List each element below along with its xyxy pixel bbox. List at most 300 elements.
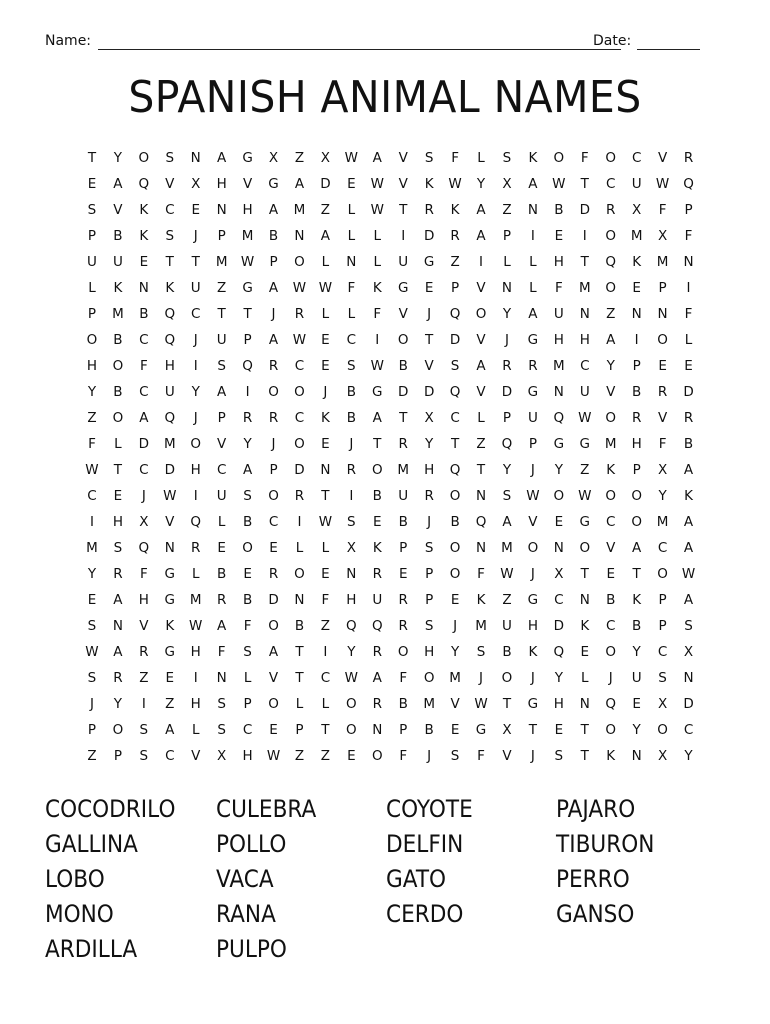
grid-letter: F bbox=[139, 566, 148, 582]
grid-letter: S bbox=[502, 150, 512, 166]
grid-letter: O bbox=[371, 748, 383, 764]
grid-letter: T bbox=[528, 722, 538, 738]
grid-letter: A bbox=[528, 306, 538, 322]
grid-letter: O bbox=[553, 150, 565, 166]
grid-letter: J bbox=[427, 748, 432, 764]
grid-row bbox=[79, 145, 702, 171]
grid-letter: W bbox=[266, 748, 281, 764]
grid-letter: X bbox=[657, 462, 668, 478]
grid-letter: E bbox=[580, 644, 590, 660]
grid-letter: R bbox=[372, 566, 382, 582]
grid-letter: J bbox=[141, 488, 146, 504]
grid-letter: A bbox=[683, 514, 694, 530]
grid-letter: J bbox=[349, 436, 354, 452]
grid-letter: C bbox=[450, 410, 460, 426]
grid-letter: S bbox=[87, 618, 97, 634]
grid-letter: L bbox=[321, 696, 330, 712]
grid-row bbox=[79, 509, 702, 535]
grid-letter: W bbox=[552, 176, 566, 192]
grid-letter: B bbox=[372, 488, 382, 504]
grid-letter: O bbox=[112, 358, 124, 374]
grid-letter: B bbox=[242, 514, 253, 530]
grid-letter: C bbox=[242, 722, 253, 738]
grid-letter: J bbox=[479, 670, 484, 686]
grid-letter: Q bbox=[683, 176, 694, 192]
grid-letter: X bbox=[268, 150, 279, 166]
grid-letter: C bbox=[657, 644, 668, 660]
grid-letter: W bbox=[500, 566, 514, 582]
grid-letter: J bbox=[504, 332, 509, 348]
grid-letter: U bbox=[631, 176, 642, 192]
grid-letter: O bbox=[631, 488, 642, 504]
grid-letter: N bbox=[216, 202, 227, 218]
grid-letter: X bbox=[632, 202, 642, 218]
word-list-item: PAJARO bbox=[556, 795, 636, 823]
grid-row bbox=[79, 665, 702, 691]
grid-letter: H bbox=[553, 332, 564, 348]
grid-letter: V bbox=[113, 202, 123, 218]
grid-letter: X bbox=[139, 514, 149, 530]
grid-letter: Z bbox=[320, 202, 331, 218]
grid-letter: O bbox=[657, 332, 668, 348]
grid-letter: V bbox=[476, 332, 486, 348]
grid-letter: K bbox=[372, 540, 382, 556]
grid-letter: U bbox=[87, 254, 97, 270]
grid-letter: B bbox=[217, 566, 227, 582]
grid-letter: D bbox=[423, 228, 435, 244]
grid-letter: X bbox=[502, 722, 512, 738]
grid-letter: Z bbox=[320, 748, 331, 764]
grid-letter: F bbox=[580, 150, 589, 166]
grid-letter: V bbox=[191, 748, 201, 764]
grid-letter: K bbox=[476, 592, 486, 608]
grid-row bbox=[79, 275, 702, 301]
grid-letter: W bbox=[189, 618, 203, 634]
grid-letter: T bbox=[476, 462, 486, 478]
word-list-item: TIBURON bbox=[556, 830, 655, 858]
grid-letter: S bbox=[217, 358, 226, 374]
grid-letter: O bbox=[371, 462, 383, 478]
grid-letter: R bbox=[398, 592, 408, 608]
grid-letter: G bbox=[242, 280, 253, 296]
grid-letter: G bbox=[553, 436, 565, 452]
grid-letter: R bbox=[268, 566, 279, 582]
grid-letter: R bbox=[657, 384, 668, 400]
grid-letter: E bbox=[554, 228, 564, 244]
grid-letter: W bbox=[318, 280, 333, 296]
grid-letter: H bbox=[138, 592, 149, 608]
grid-letter: H bbox=[190, 696, 201, 712]
grid-letter: D bbox=[501, 384, 513, 400]
grid-letter: F bbox=[451, 150, 459, 166]
grid-letter: K bbox=[684, 488, 693, 504]
grid-letter: I bbox=[634, 332, 639, 348]
grid-letter: M bbox=[475, 618, 487, 634]
grid-letter: I bbox=[375, 332, 380, 348]
grid-letter: N bbox=[553, 540, 564, 556]
grid-letter: J bbox=[271, 436, 276, 452]
grid-letter: O bbox=[86, 332, 98, 348]
grid-letter: K bbox=[320, 410, 330, 426]
grid-letter: W bbox=[655, 176, 670, 192]
grid-row bbox=[79, 197, 702, 223]
grid-letter: Q bbox=[190, 514, 202, 530]
grid-letter: W bbox=[163, 488, 177, 504]
grid-letter: E bbox=[321, 332, 330, 348]
grid-letter: O bbox=[346, 722, 357, 738]
grid-letter: K bbox=[606, 748, 616, 764]
word-list-item: POLLO bbox=[216, 830, 287, 858]
grid-letter: A bbox=[476, 228, 486, 244]
grid-letter: P bbox=[658, 280, 667, 296]
grid-letter: T bbox=[295, 670, 304, 686]
grid-letter: R bbox=[113, 670, 123, 686]
grid-letter: R bbox=[683, 150, 694, 166]
grid-letter: C bbox=[165, 748, 175, 764]
grid-letter: J bbox=[530, 670, 535, 686]
grid-letter: T bbox=[580, 176, 589, 192]
grid-letter: O bbox=[657, 722, 668, 738]
grid-letter: G bbox=[475, 722, 487, 738]
grid-letter: C bbox=[191, 306, 201, 322]
grid-letter: R bbox=[294, 306, 305, 322]
grid-letter: Q bbox=[371, 618, 383, 634]
grid-letter: V bbox=[476, 384, 486, 400]
grid-letter: B bbox=[346, 410, 356, 426]
grid-letter: R bbox=[294, 488, 305, 504]
grid-letter: P bbox=[269, 462, 278, 478]
grid-letter: E bbox=[632, 280, 641, 296]
grid-letter: O bbox=[112, 722, 124, 738]
grid-letter: M bbox=[449, 670, 461, 686]
grid-letter: C bbox=[165, 202, 175, 218]
grid-letter: P bbox=[658, 618, 667, 634]
grid-letter: B bbox=[113, 384, 123, 400]
grid-letter: S bbox=[424, 618, 434, 634]
grid-letter: V bbox=[398, 150, 408, 166]
grid-letter: B bbox=[346, 384, 356, 400]
grid-letter: G bbox=[268, 176, 279, 192]
grid-letter: F bbox=[684, 228, 693, 244]
grid-letter: Z bbox=[606, 306, 616, 322]
grid-letter: C bbox=[631, 150, 642, 166]
grid-letter: E bbox=[87, 592, 97, 608]
grid-letter: E bbox=[632, 696, 641, 712]
grid-letter: G bbox=[164, 566, 176, 582]
grid-row bbox=[79, 223, 702, 249]
word-column bbox=[386, 792, 482, 932]
grid-letter: O bbox=[449, 566, 461, 582]
grid-letter: F bbox=[88, 436, 96, 452]
grid-letter: E bbox=[347, 748, 356, 764]
grid-letter: S bbox=[658, 670, 667, 686]
grid-letter: F bbox=[373, 306, 382, 322]
word-list-item: LOBO bbox=[45, 865, 105, 893]
grid-letter: L bbox=[684, 332, 693, 348]
grid-letter: Z bbox=[450, 254, 460, 270]
grid-letter: S bbox=[424, 540, 434, 556]
grid-letter: O bbox=[605, 150, 617, 166]
grid-letter: E bbox=[243, 566, 252, 582]
grid-letter: S bbox=[554, 748, 564, 764]
grid-letter: L bbox=[114, 436, 122, 452]
grid-letter: U bbox=[372, 592, 383, 608]
grid-letter: M bbox=[215, 254, 228, 270]
grid-row bbox=[79, 535, 702, 561]
grid-letter: P bbox=[425, 566, 434, 582]
grid-letter: S bbox=[87, 670, 97, 686]
grid-letter: B bbox=[554, 202, 564, 218]
grid-letter: Y bbox=[347, 644, 356, 660]
grid-letter: D bbox=[164, 462, 175, 478]
grid-letter: J bbox=[193, 332, 198, 348]
grid-letter: B bbox=[398, 358, 408, 374]
grid-letter: V bbox=[165, 514, 175, 530]
grid-letter: N bbox=[372, 722, 383, 738]
grid-letter: R bbox=[191, 540, 201, 556]
grid-letter: V bbox=[398, 306, 408, 322]
grid-letter: L bbox=[88, 280, 96, 296]
grid-letter: V bbox=[528, 514, 538, 530]
grid-letter: M bbox=[578, 280, 591, 296]
grid-letter: Y bbox=[606, 358, 615, 374]
grid-letter: B bbox=[268, 228, 279, 244]
grid-letter: H bbox=[190, 462, 201, 478]
grid-letter: W bbox=[526, 488, 540, 504]
grid-letter: X bbox=[683, 644, 694, 660]
grid-letter: J bbox=[271, 306, 276, 322]
grid-letter: M bbox=[86, 540, 98, 556]
grid-letter: O bbox=[268, 618, 279, 634]
grid-row bbox=[79, 483, 702, 509]
grid-letter: L bbox=[529, 280, 537, 296]
grid-letter: D bbox=[449, 332, 461, 348]
grid-letter: O bbox=[397, 332, 409, 348]
grid-letter: S bbox=[424, 150, 434, 166]
grid-letter: O bbox=[475, 306, 487, 322]
grid-letter: C bbox=[87, 488, 97, 504]
grid-letter: Q bbox=[164, 410, 176, 426]
grid-letter: E bbox=[606, 566, 615, 582]
grid-letter: G bbox=[372, 384, 383, 400]
grid-letter: R bbox=[398, 436, 408, 452]
grid-letter: O bbox=[268, 384, 279, 400]
grid-letter: L bbox=[373, 254, 382, 270]
grid-letter: B bbox=[242, 592, 253, 608]
grid-letter: O bbox=[294, 384, 305, 400]
grid-letter: O bbox=[268, 696, 279, 712]
grid-letter: E bbox=[347, 176, 356, 192]
grid-letter: A bbox=[113, 644, 123, 660]
grid-letter: O bbox=[605, 410, 617, 426]
grid-letter: P bbox=[295, 722, 304, 738]
grid-letter: H bbox=[579, 332, 590, 348]
grid-letter: L bbox=[191, 722, 200, 738]
grid-row bbox=[79, 717, 702, 743]
grid-letter: S bbox=[347, 358, 356, 374]
grid-letter: P bbox=[658, 592, 667, 608]
grid-letter: U bbox=[631, 670, 642, 686]
grid-letter: K bbox=[528, 150, 538, 166]
grid-letter: E bbox=[554, 722, 564, 738]
grid-letter: J bbox=[193, 410, 198, 426]
grid-letter: L bbox=[217, 514, 226, 530]
word-list-item: DELFIN bbox=[386, 830, 464, 858]
grid-letter: T bbox=[373, 436, 382, 452]
grid-letter: J bbox=[323, 384, 328, 400]
grid-letter: O bbox=[294, 566, 305, 582]
grid-letter: X bbox=[657, 228, 668, 244]
grid-letter: O bbox=[449, 540, 461, 556]
grid-letter: A bbox=[268, 202, 279, 218]
grid-letter: A bbox=[606, 332, 616, 348]
grid-letter: G bbox=[527, 592, 539, 608]
grid-letter: G bbox=[527, 332, 539, 348]
grid-letter: Q bbox=[164, 332, 176, 348]
grid-letter: A bbox=[268, 644, 279, 660]
grid-letter: R bbox=[372, 644, 382, 660]
grid-letter: F bbox=[658, 202, 667, 218]
grid-row bbox=[79, 639, 702, 665]
grid-letter: I bbox=[479, 254, 484, 270]
name-label: Name: bbox=[45, 33, 92, 49]
grid-letter: Z bbox=[139, 670, 149, 686]
grid-letter: H bbox=[553, 696, 564, 712]
grid-letter: R bbox=[424, 202, 434, 218]
grid-letter: S bbox=[217, 722, 226, 738]
grid-letter: J bbox=[530, 748, 535, 764]
grid-letter: E bbox=[165, 670, 175, 686]
grid-letter: O bbox=[294, 436, 305, 452]
grid-letter: Y bbox=[632, 722, 641, 738]
grid-letter: H bbox=[631, 436, 642, 452]
grid-letter: X bbox=[657, 696, 668, 712]
grid-letter: S bbox=[113, 540, 123, 556]
grid-letter: K bbox=[139, 202, 149, 218]
grid-letter: S bbox=[139, 722, 149, 738]
grid-letter: T bbox=[165, 254, 174, 270]
grid-letter: S bbox=[165, 228, 175, 244]
grid-letter: N bbox=[320, 462, 331, 478]
grid-letter: W bbox=[85, 462, 99, 478]
grid-letter: Q bbox=[138, 176, 150, 192]
grid-row bbox=[79, 743, 702, 769]
grid-letter: F bbox=[321, 592, 330, 608]
date-label: Date: bbox=[593, 33, 632, 49]
grid-letter: G bbox=[164, 592, 176, 608]
grid-letter: E bbox=[217, 540, 226, 556]
grid-letter: E bbox=[87, 176, 97, 192]
grid-letter: P bbox=[399, 540, 408, 556]
grid-letter: C bbox=[139, 462, 149, 478]
grid-letter: S bbox=[165, 150, 175, 166]
grid-letter: T bbox=[321, 722, 330, 738]
grid-letter: P bbox=[399, 722, 408, 738]
grid-letter: L bbox=[347, 202, 356, 218]
grid-letter: T bbox=[321, 488, 330, 504]
grid-letter: T bbox=[580, 566, 589, 582]
grid-letter: A bbox=[372, 410, 382, 426]
word-list-item: CULEBRA bbox=[216, 795, 317, 823]
grid-letter: N bbox=[138, 280, 149, 296]
grid-letter: E bbox=[554, 514, 564, 530]
grid-letter: F bbox=[554, 280, 563, 296]
grid-letter: A bbox=[632, 540, 642, 556]
grid-letter: A bbox=[242, 462, 253, 478]
grid-letter: X bbox=[424, 410, 434, 426]
grid-letter: I bbox=[401, 228, 406, 244]
grid-letter: B bbox=[424, 722, 434, 738]
grid-letter: T bbox=[450, 436, 460, 452]
word-list-item: ARDILLA bbox=[45, 935, 138, 963]
grid-row bbox=[79, 587, 702, 613]
grid-letter: X bbox=[502, 176, 512, 192]
grid-letter: S bbox=[450, 358, 460, 374]
grid-letter: R bbox=[372, 696, 382, 712]
grid-letter: O bbox=[501, 670, 513, 686]
word-column bbox=[556, 792, 665, 932]
grid-letter: F bbox=[399, 670, 408, 686]
grid-letter: P bbox=[425, 592, 434, 608]
grid-letter: H bbox=[527, 618, 538, 634]
grid-letter: V bbox=[424, 358, 434, 374]
grid-letter: B bbox=[632, 384, 642, 400]
grid-letter: A bbox=[268, 280, 279, 296]
grid-letter: Y bbox=[87, 384, 97, 400]
grid-letter: C bbox=[268, 514, 279, 530]
grid-letter: U bbox=[553, 306, 564, 322]
grid-letter: B bbox=[683, 436, 694, 452]
grid-letter: L bbox=[191, 566, 200, 582]
word-list-item: RANA bbox=[216, 900, 276, 928]
grid-letter: H bbox=[553, 254, 564, 270]
grid-letter: N bbox=[631, 306, 642, 322]
grid-letter: D bbox=[268, 592, 279, 608]
grid-letter: B bbox=[113, 332, 123, 348]
grid-letter: E bbox=[321, 566, 330, 582]
word-column bbox=[216, 792, 327, 967]
grid-letter: Y bbox=[425, 436, 434, 452]
grid-letter: M bbox=[656, 254, 669, 270]
grid-letter: J bbox=[453, 618, 458, 634]
grid-letter: U bbox=[216, 488, 227, 504]
grid-letter: N bbox=[683, 670, 694, 686]
grid-letter: Y bbox=[113, 150, 123, 166]
grid-letter: E bbox=[113, 488, 123, 504]
grid-letter: P bbox=[502, 228, 512, 244]
grid-letter: S bbox=[684, 618, 693, 634]
grid-letter: C bbox=[294, 358, 305, 374]
grid-letter: M bbox=[656, 514, 669, 530]
grid-letter: P bbox=[217, 410, 226, 426]
grid-row bbox=[79, 431, 702, 457]
grid-letter: N bbox=[475, 540, 487, 556]
grid-letter: Z bbox=[87, 748, 97, 764]
grid-letter: O bbox=[579, 540, 591, 556]
grid-letter: X bbox=[657, 748, 668, 764]
grid-letter: V bbox=[268, 670, 279, 686]
grid-letter: T bbox=[502, 696, 512, 712]
grid-letter: T bbox=[217, 306, 226, 322]
grid-letter: S bbox=[243, 488, 252, 504]
grid-letter: V bbox=[139, 618, 149, 634]
grid-letter: Z bbox=[165, 696, 175, 712]
grid-letter: N bbox=[527, 202, 538, 218]
word-list-item: PULPO bbox=[216, 935, 287, 963]
grid-letter: R bbox=[631, 410, 642, 426]
grid-letter: Q bbox=[138, 540, 150, 556]
grid-letter: O bbox=[112, 410, 124, 426]
